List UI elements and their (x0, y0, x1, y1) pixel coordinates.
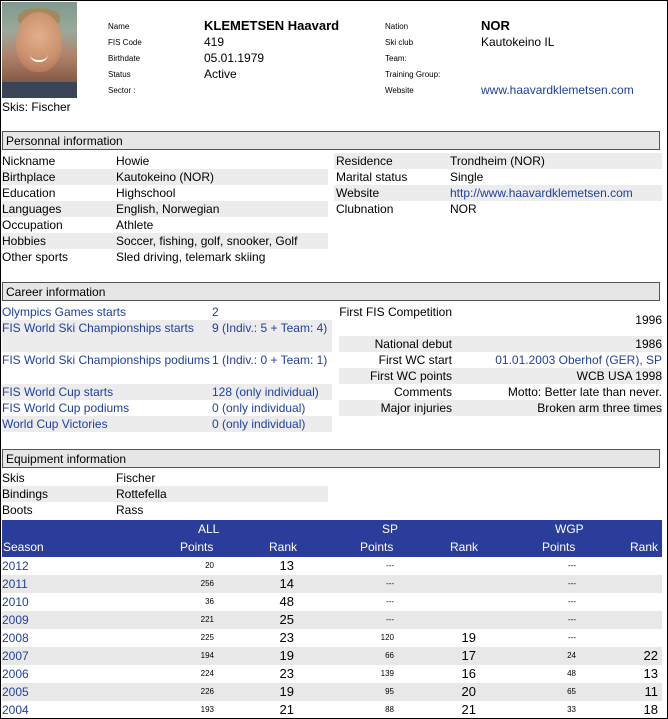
all-rank: 21 (279, 702, 294, 717)
season-link[interactable]: 2011 (2, 577, 28, 591)
career-label: First FIS Competition (339, 305, 452, 319)
all-rank: 23 (279, 630, 294, 645)
all-rank: 19 (279, 648, 294, 663)
results-row (2, 611, 662, 629)
sector-label: Sector : (108, 86, 136, 95)
wgp-points: --- (568, 597, 576, 606)
career-label-link[interactable]: World Cup Victories (2, 417, 108, 431)
career-label-link[interactable]: FIS World Cup starts (2, 385, 114, 399)
season-link[interactable]: 2004 (2, 703, 29, 717)
career-row (339, 352, 662, 368)
sp-points: --- (386, 561, 394, 570)
career-row (339, 368, 662, 384)
personal-label: Website (336, 186, 380, 200)
all-points: 36 (205, 597, 214, 606)
all-points: 224 (200, 669, 214, 678)
equipment-value: Rass (116, 503, 144, 517)
group-wgp-label: WGP (555, 522, 584, 536)
career-row (2, 400, 332, 416)
personal-row (2, 201, 328, 217)
results-row (2, 665, 662, 683)
athlete-photo (2, 2, 77, 98)
birthdate-label: Birthdate (108, 54, 141, 63)
all-rank: 19 (279, 684, 294, 699)
sp-points: 95 (385, 687, 394, 696)
wgp-points: --- (568, 615, 576, 624)
season-link[interactable]: 2008 (2, 631, 29, 645)
season-link[interactable]: 2009 (2, 613, 29, 627)
career-info-header: Career information (2, 282, 660, 301)
results-row (2, 575, 662, 593)
career-row (339, 384, 662, 400)
results-row (2, 701, 662, 719)
sp-points: --- (386, 615, 394, 624)
personal-value: NOR (450, 202, 477, 216)
career-label-link[interactable]: Olympics Games starts (2, 305, 127, 319)
personal-row (334, 169, 662, 185)
athlete-name: KLEMETSEN Haavard (204, 18, 340, 33)
sp-rank: 20 (461, 684, 476, 699)
personal-row (334, 153, 662, 169)
sp-rank-header: Rank (450, 540, 479, 554)
wgp-points: 33 (567, 705, 576, 714)
results-row (2, 593, 662, 611)
career-value: 0 (only individual) (212, 417, 306, 431)
sp-rank (446, 557, 476, 575)
career-label-link[interactable]: FIS World Ski Championships podiums (2, 353, 210, 367)
all-rank: 14 (279, 576, 294, 591)
results-table-header (2, 520, 662, 557)
sp-rank: 16 (461, 666, 476, 681)
results-row (2, 557, 662, 575)
fiscode-value: 419 (204, 35, 225, 49)
all-points: 194 (200, 651, 214, 660)
season-link[interactable]: 2012 (2, 559, 29, 573)
wgp-rank-header: Rank (630, 540, 659, 554)
equipment-info-header: Equipment information (2, 449, 660, 468)
sp-points: 139 (380, 669, 394, 678)
personal-label: Education (2, 186, 56, 200)
career-value: 9 (Indiv.: 5 + Team: 4) (212, 321, 328, 335)
personal-value: Kautokeino (NOR) (116, 170, 215, 184)
wgp-rank: 18 (643, 702, 658, 717)
career-value: Broken arm three times (537, 401, 662, 415)
personal-info-header: Personnal information (2, 131, 660, 150)
sp-rank: 21 (461, 702, 476, 717)
personal-label: Occupation (2, 218, 63, 232)
website-label: Website (385, 86, 414, 95)
season-link[interactable]: 2007 (2, 649, 29, 663)
training-group-label: Training Group: (385, 70, 441, 79)
sp-rank: 19 (461, 630, 476, 645)
all-rank: 13 (279, 558, 294, 573)
career-row (2, 352, 332, 384)
results-row (2, 683, 662, 701)
fiscode-label: FIS Code (108, 38, 142, 47)
all-rank: 48 (279, 594, 294, 609)
personal-label: Residence (336, 154, 393, 168)
sp-rank (446, 593, 476, 611)
season-link[interactable]: 2005 (2, 685, 29, 699)
career-row (339, 304, 662, 336)
wgp-points-header: Points (542, 540, 576, 554)
season-link[interactable]: 2006 (2, 667, 29, 681)
wgp-rank (628, 629, 658, 647)
wgp-points: 24 (567, 651, 576, 660)
sp-points: 120 (380, 633, 394, 642)
career-row (2, 416, 332, 432)
career-row (2, 384, 332, 400)
skis-caption: Skis: Fischer (2, 100, 71, 114)
results-row (2, 629, 662, 647)
personal-row (2, 185, 328, 201)
wgp-rank (628, 593, 658, 611)
all-points: 221 (200, 615, 214, 624)
personal-row (2, 153, 328, 169)
personal-row (334, 185, 662, 201)
career-row (2, 304, 332, 320)
all-points: 256 (200, 579, 214, 588)
career-value: WCB USA 1998 (576, 369, 662, 383)
season-link[interactable]: 2010 (2, 595, 29, 609)
career-value: 0 (only individual) (212, 401, 306, 415)
wgp-rank: 22 (643, 648, 658, 663)
sp-points-header: Points (360, 540, 394, 554)
personal-row (334, 201, 662, 217)
wgp-points: --- (568, 579, 576, 588)
career-label: First WC points (369, 369, 452, 383)
wgp-points: --- (568, 633, 576, 642)
birthdate-value: 05.01.1979 (204, 51, 265, 65)
group-sp-label: SP (382, 522, 399, 536)
equipment-row (2, 486, 328, 502)
results-row (2, 647, 662, 665)
nation-label: Nation (385, 22, 409, 31)
sp-points: --- (386, 579, 394, 588)
career-label-link[interactable]: FIS World Cup podiums (2, 401, 130, 415)
personal-value: Soccer, fishing, golf, snooker, Golf (116, 234, 298, 248)
all-points: 225 (200, 633, 214, 642)
career-value: 2 (212, 305, 219, 319)
personal-value: Sled driving, telemark skiing (116, 250, 266, 264)
wgp-rank (628, 611, 658, 629)
all-points: 226 (200, 687, 214, 696)
all-points-header: Points (180, 540, 214, 554)
status-label: Status (108, 70, 131, 79)
all-rank: 23 (279, 666, 294, 681)
personal-label: Hobbies (2, 234, 47, 248)
personal-row (2, 233, 328, 249)
personal-value: Trondheim (NOR) (450, 154, 545, 168)
sp-rank (446, 575, 476, 593)
wgp-rank: 13 (643, 666, 658, 681)
personal-value: Single (450, 170, 484, 184)
all-points: 193 (200, 705, 214, 714)
wgp-points: 48 (567, 669, 576, 678)
personal-label: Nickname (2, 154, 56, 168)
equipment-label: Bindings (2, 487, 49, 501)
status-value: Active (204, 67, 237, 81)
group-all-label: ALL (198, 522, 220, 536)
career-label: Comments (393, 385, 452, 399)
career-label-link[interactable]: FIS World Ski Championships starts (2, 321, 194, 335)
personal-row (2, 217, 328, 233)
career-label: National debut (374, 337, 452, 351)
nation-value: NOR (481, 18, 510, 33)
equipment-row (2, 502, 328, 518)
personal-value: Howie (116, 154, 150, 168)
wgp-rank: 11 (644, 684, 658, 699)
career-value: 1996 (635, 313, 662, 327)
skiclub-label: Ski club (385, 38, 414, 47)
personal-label: Marital status (336, 170, 408, 184)
personal-website-link[interactable]: http://www.haavardklemetsen.com (450, 186, 633, 200)
first-wc-start-link[interactable]: 01.01.2003 Oberhof (GER), SP (495, 353, 662, 367)
all-points: 20 (205, 561, 214, 570)
personal-value: English, Norwegian (116, 202, 220, 216)
career-value: 1 (Indiv.: 0 + Team: 1) (212, 353, 328, 367)
wgp-points: --- (568, 561, 576, 570)
sp-rank (446, 611, 476, 629)
season-column-header: Season (3, 540, 44, 554)
website-link[interactable]: www.haavardklemetsen.com (481, 83, 634, 97)
wgp-rank (628, 575, 658, 593)
personal-label: Languages (2, 202, 62, 216)
personal-value: Highschool (116, 186, 176, 200)
sp-points: 88 (385, 705, 394, 714)
equipment-label: Skis (2, 471, 25, 485)
team-label: Team: (385, 54, 407, 63)
personal-row (2, 169, 328, 185)
sp-points: --- (386, 597, 394, 606)
personal-label: Birthplace (2, 170, 56, 184)
career-value: 128 (only individual) (212, 385, 319, 399)
name-label: Name (108, 22, 130, 31)
career-label: First WC start (378, 353, 452, 367)
all-rank: 25 (279, 612, 294, 627)
career-row (339, 336, 662, 352)
equipment-value: Fischer (116, 471, 156, 485)
personal-label: Other sports (2, 250, 69, 264)
personal-label: Clubnation (336, 202, 394, 216)
all-rank-header: Rank (269, 540, 298, 554)
sp-rank: 17 (461, 648, 476, 663)
equipment-value: Rottefella (116, 487, 167, 501)
career-row (2, 320, 332, 352)
sp-points: 66 (385, 651, 394, 660)
career-value: 1986 (635, 337, 662, 351)
skiclub-value: Kautokeino IL (481, 35, 555, 49)
career-value: Motto: Better late than never. (507, 385, 662, 399)
wgp-rank (628, 557, 658, 575)
wgp-points: 65 (567, 687, 576, 696)
career-row (339, 400, 662, 416)
equipment-label: Boots (2, 503, 33, 517)
career-label: Major injuries (380, 401, 452, 415)
equipment-row (2, 470, 328, 486)
personal-row (2, 249, 328, 265)
personal-value: Athlete (116, 218, 154, 232)
